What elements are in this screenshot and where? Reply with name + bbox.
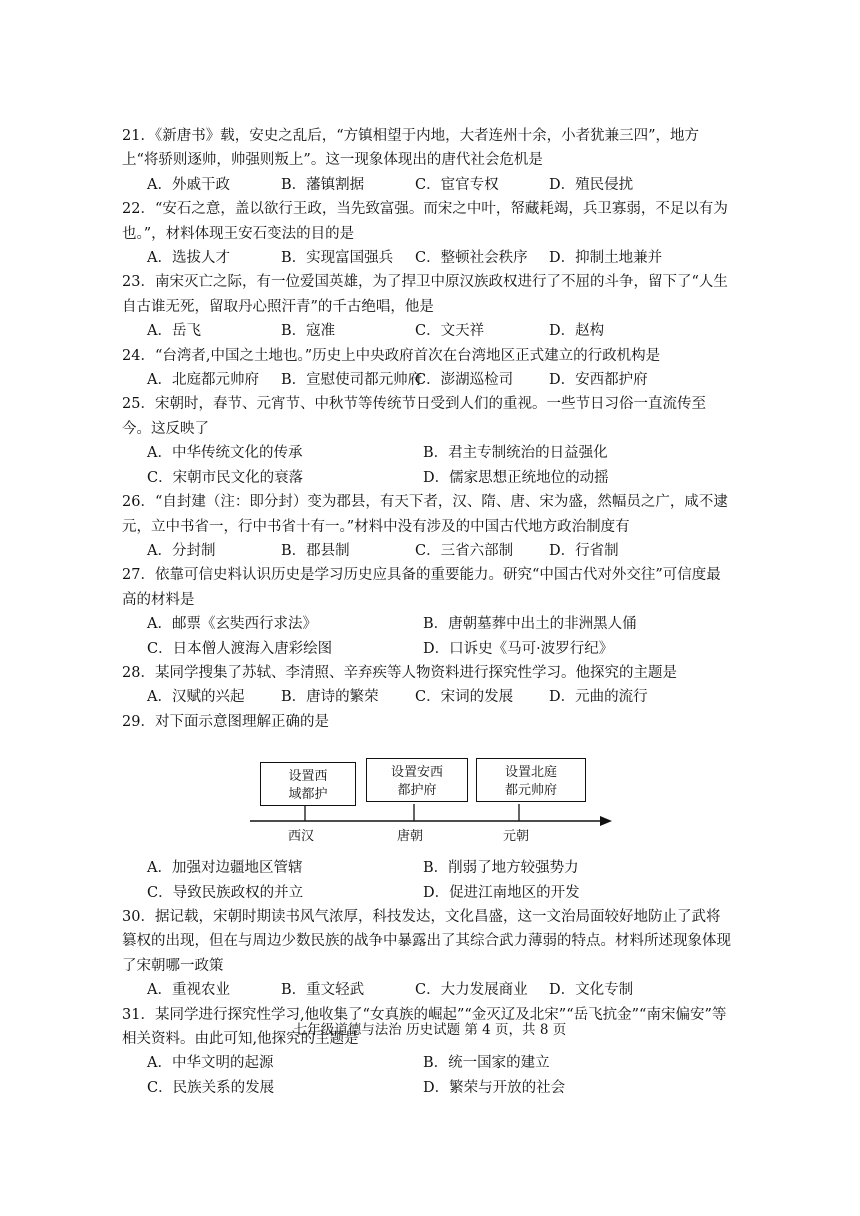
question-stem: 28．某同学搜集了苏轼、李清照、辛弃疾等人物资料进行探究性学习。他探究的主题是	[122, 664, 677, 681]
question-28	[122, 661, 732, 710]
option-b: B．唐朝墓葬中出土的非洲黑人俑	[423, 616, 637, 633]
box-line: 域都护	[288, 787, 328, 803]
option-c: C．宦官专权	[415, 176, 499, 193]
question-stem: 31．某同学进行探究性学习,他收集了“女真族的崛起”“金灭辽及北宋”“岳飞抗金”“南宋偏安”等相关资料。由此可知,他探究的主题是	[122, 1006, 727, 1047]
box-line: 设置北庭	[504, 765, 557, 781]
option-row	[122, 978, 732, 1002]
option-c: C．整顿社会秩序	[415, 250, 528, 267]
timeline-diagram	[122, 736, 732, 854]
question-27	[122, 563, 732, 661]
option-d: D．繁荣与开放的社会	[423, 1079, 566, 1096]
option-d: D．赵构	[549, 323, 605, 340]
option-c: C．大力发展商业	[415, 982, 528, 999]
option-row	[122, 173, 732, 197]
option-c: C．三省六部制	[415, 542, 514, 559]
option-c: C．宋朝市民文化的衰落	[147, 469, 304, 486]
option-d: D．文化专制	[549, 982, 634, 999]
box-line: 都护府	[397, 783, 437, 799]
box-line: 设置安西	[390, 765, 443, 781]
question-stem: 27．依靠可信史料认识历史是学习历史应具备的重要能力。研究“中国古代对外交往”可信度最高的材料是	[122, 567, 721, 608]
question-list	[122, 124, 732, 1100]
option-a: A．分封制	[147, 542, 216, 559]
diagram-box-xiyu	[260, 762, 356, 806]
timeline-arrow	[600, 816, 612, 826]
timeline-label-xihan: 西汉	[288, 829, 315, 845]
question-stem: 23．南宋灭亡之际，有一位爱国英雄，为了捍卫中原汉族政权进行了不屈的斗争，留下了“人生自古谁无死，留取丹心照汗青”的千古绝唱，他是	[122, 274, 728, 315]
question-stem: 25．宋朝时，春节、元宵节、中秋节等传统节日受到人们的重视。一些节日习俗一直流传至今。这反映了	[122, 396, 706, 437]
question-22	[122, 197, 732, 270]
question-21	[122, 124, 732, 197]
question-stem: 29．对下面示意图理解正确的是	[122, 713, 329, 730]
option-b: B．郡县制	[281, 542, 350, 559]
option-row	[122, 685, 732, 709]
option-row	[122, 539, 732, 563]
option-b: B．寇准	[281, 323, 336, 340]
option-b: B．重文轻武	[281, 982, 365, 999]
box-line: 设置西	[288, 769, 328, 785]
timeline-label-tang: 唐朝	[397, 829, 424, 845]
option-c: C．民族关系的发展	[147, 1079, 275, 1096]
option-d: D．促进江南地区的开发	[423, 884, 580, 901]
question-stem: 26．“自封建（注：即分封）变为郡县，有天下者，汉、隋、唐、宋为盛，然幅员之广，咸不逮元，立中书省一，行中书省十有一。”材料中没有涉及的中国古代地方政治制度有	[122, 494, 728, 535]
question-24	[122, 344, 732, 393]
option-d: D．殖民侵扰	[549, 176, 634, 193]
question-30	[122, 905, 732, 1003]
option-row	[122, 319, 732, 343]
option-c: C．宋词的发展	[415, 689, 514, 706]
option-a: A．中华文明的起源	[147, 1055, 274, 1072]
option-row	[122, 612, 732, 661]
option-a: A．邮票《玄奘西行求法》	[147, 616, 317, 633]
question-stem: 22．“安石之意，盖以欲行王政，当先致富强。而宋之中叶，帑藏耗竭，兵卫寡弱，不足以有为也。”，材料体现王安石变法的目的是	[122, 201, 728, 242]
option-a: A．岳飞	[147, 323, 201, 340]
page-footer: 七年级道德与法治 历史试题 第 4 页，共 8 页	[293, 1022, 567, 1038]
option-row	[122, 1051, 732, 1100]
diagram-box-anxi	[366, 758, 468, 802]
option-b: B．统一国家的建立	[423, 1055, 550, 1072]
option-d: D．安西都护府	[549, 372, 648, 389]
box-line: 都元帅府	[504, 783, 557, 799]
option-a: A．选拔人才	[147, 250, 230, 267]
option-a: A．外戚干政	[147, 176, 230, 193]
option-a: A．汉赋的兴起	[147, 689, 245, 706]
option-c: C．日本僧人渡海入唐彩绘图	[147, 640, 333, 657]
option-c: C．导致民族政权的并立	[147, 884, 304, 901]
timeline-label-yuan: 元朝	[503, 829, 530, 845]
option-row	[122, 246, 732, 270]
option-d: D．元曲的流行	[549, 689, 648, 706]
option-b: B．君主专制统治的日益强化	[423, 445, 608, 462]
option-a: A．中华传统文化的传承	[147, 445, 303, 462]
option-d: D．儒家思想正统地位的动摇	[423, 469, 609, 486]
option-d: D．抑制土地兼并	[549, 250, 663, 267]
option-b: B．藩镇割据	[281, 176, 365, 193]
option-a: A．加强对边疆地区管辖	[147, 860, 303, 877]
option-b: B．削弱了地方较强势力	[423, 860, 579, 877]
option-d: D．口诉史《马可·波罗行纪》	[423, 640, 614, 657]
option-b: B．实现富国强兵	[281, 250, 394, 267]
option-a: A．重视农业	[147, 982, 230, 999]
question-29	[122, 710, 732, 905]
option-a: A．北庭都元帅府	[147, 372, 259, 389]
question-stem: 30．据记载，宋朝时期读书风气浓厚，科技发达，文化昌盛，这一文治局面较好地防止了武将篡权的出现，但在与周边少数民族的战争中暴露出了其综合武力薄弱的特点。材料所述现象体现了宋朝哪一政策	[122, 908, 731, 974]
option-d: D．行省制	[549, 542, 619, 559]
question-23	[122, 270, 732, 343]
option-row	[122, 856, 732, 905]
option-c: C．澎湖巡检司	[415, 372, 514, 389]
question-stem: 21．《新唐书》载，安史之乱后，“方镇相望于内地，大者连州十余，小者犹兼三四”，地方上“将骄则逐帅，帅强则叛上”。这一现象体现出的唐代社会危机是	[122, 128, 700, 169]
option-b: B．宣慰使司都元帅府	[281, 372, 423, 389]
diagram-box-beiting	[476, 758, 586, 802]
question-25	[122, 392, 732, 490]
option-row	[122, 368, 732, 392]
option-b: B．唐诗的繁荣	[281, 689, 379, 706]
question-26	[122, 490, 732, 563]
option-row	[122, 441, 732, 490]
question-stem: 24．“台湾者,中国之土地也。”历史上中央政府首次在台湾地区正式建立的行政机构是	[122, 347, 661, 364]
option-c: C．文天祥	[415, 323, 485, 340]
